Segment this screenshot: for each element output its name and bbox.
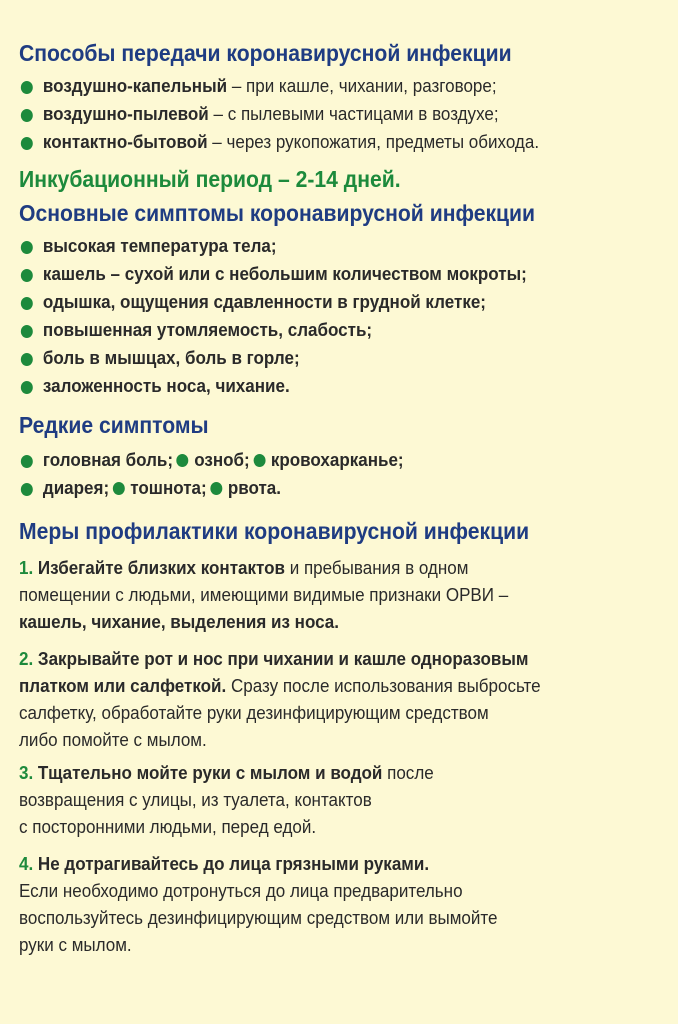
list-item: повышенная утомляемость, слабость; <box>19 316 609 344</box>
list-item: воздушно-пылевой – с пылевыми частицами в воздухе; <box>19 100 609 128</box>
measure-number: 4. <box>19 853 34 874</box>
measure-number: 1. <box>19 557 34 578</box>
measure-number: 2. <box>19 648 34 669</box>
transmission-heading: Способы передачи коронавирусной инфекции <box>19 40 512 66</box>
bullet-icon <box>21 325 33 338</box>
transmission-list <box>19 72 660 156</box>
bullet-icon <box>21 483 33 496</box>
list-item: кашель – сухой или с небольшим количеством мокроты; <box>19 260 609 288</box>
bullet-icon <box>21 381 33 394</box>
list-item: контактно-бытовой – через рукопожатия, предметы обихода. <box>19 128 609 156</box>
symptoms-list <box>19 232 660 400</box>
rare-row: диарея; тошнота; рвота. <box>19 474 609 502</box>
measure-3: 3. Тщательно мойте руки с мылом и водой после возвращения с улицы, из туалета, контактов с посторонними людьми, перед едой. <box>19 762 434 837</box>
bullet-icon <box>21 137 33 150</box>
measure-4: 4. Не дотрагивайтесь до лица грязными руками. Если необходимо дотронуться до лица предварительно воспользуйтесь дезинфицирующим средством или вымойте руки с мылом. <box>19 853 498 955</box>
measure-number: 3. <box>19 762 34 783</box>
bullet-icon <box>21 109 33 122</box>
bullet-icon <box>21 269 33 282</box>
list-item: одышка, ощущения сдавленности в грудной клетке; <box>19 288 609 316</box>
list-item: воздушно-капельный – при кашле, чихании, разговоре; <box>19 72 609 100</box>
rare-symptoms-list <box>19 446 609 502</box>
bullet-icon <box>210 482 222 495</box>
rare-row: головная боль; озноб; кровохарканье; <box>19 446 609 474</box>
list-item: заложенность носа, чихание. <box>19 372 609 400</box>
bullet-icon <box>113 482 125 495</box>
measure-2: 2. Закрывайте рот и нос при чихании и кашле одноразовым платком или салфеткой. Сразу после использования выбросьте салфетку, обработайте руки дезинфицирующим средством либо помойте с мылом. <box>19 648 541 750</box>
symptoms-heading: Основные симптомы коронавирусной инфекции <box>19 200 536 226</box>
bullet-icon <box>21 81 33 94</box>
bullet-icon <box>253 454 265 467</box>
measure-1: 1. Избегайте близких контактов и пребывания в одном помещении с людьми, имеющими видимые признаки ОРВИ – кашель, чихание, выделения из носа. <box>19 557 509 632</box>
bullet-icon <box>21 297 33 310</box>
bullet-icon <box>21 353 33 366</box>
list-item: боль в мышцах, боль в горле; <box>19 344 609 372</box>
rare-symptoms-heading: Редкие симптомы <box>19 412 209 438</box>
bullet-icon <box>21 241 33 254</box>
incubation-heading: Инкубационный период – 2-14 дней. <box>19 166 401 192</box>
list-item: высокая температура тела; <box>19 232 609 260</box>
bullet-icon <box>21 455 33 468</box>
prevention-heading: Меры профилактики коронавирусной инфекции <box>19 518 530 544</box>
bullet-icon <box>177 454 189 467</box>
